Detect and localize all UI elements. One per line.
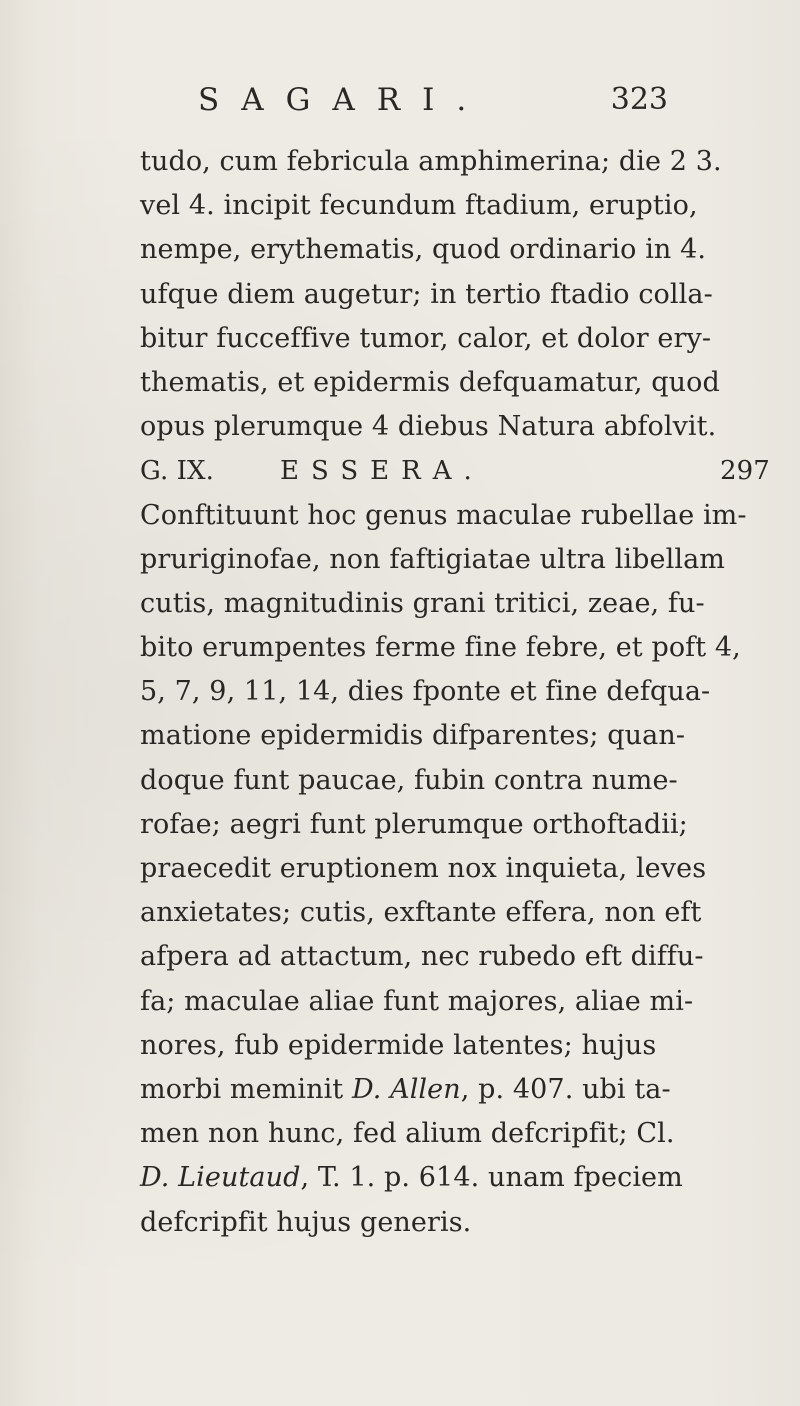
running-head bbox=[198, 82, 668, 122]
section-heading bbox=[140, 449, 770, 493]
body-text bbox=[140, 140, 770, 1245]
text-line: praecedit eruptionem nox inquieta, leves bbox=[140, 853, 707, 884]
text-line: men non hunc, fed alium defcripfit; Cl. bbox=[140, 1118, 675, 1150]
text-line: matione epidermidis difparentes; quan- bbox=[140, 720, 686, 752]
text-line: thematis, et epidermis defquamatur, quod bbox=[140, 366, 720, 398]
text-line: cutis, magnitudinis grani tritici, zeae, fu- bbox=[140, 587, 705, 619]
text-line: tudo, cum febricula amphimerina; die 2 3. bbox=[140, 146, 722, 177]
running-head-title: SAGARI. bbox=[198, 82, 489, 118]
ref-text: , p. 407. ubi ta- bbox=[460, 1073, 671, 1105]
text-line: vel 4. incipit fecundum ftadium, eruptio, bbox=[140, 190, 698, 222]
text-line: nempe, erythematis, quod ordinario in 4. bbox=[140, 234, 707, 266]
text-line: Conftituunt hoc genus maculae rubellae im- bbox=[140, 499, 747, 531]
section-number: G. IX. bbox=[140, 456, 215, 487]
text-line: ufque diem augetur; in tertio ftadio colla- bbox=[140, 278, 713, 310]
reference-line bbox=[140, 1068, 760, 1112]
reference-line bbox=[140, 1156, 760, 1200]
text-line: anxietates; cutis, exftante effera, non eft bbox=[140, 897, 702, 929]
text-line: defcripfit hujus generis. bbox=[140, 1206, 472, 1238]
ref-text: , T. 1. p. 614. unam fpeciem bbox=[300, 1162, 683, 1194]
text-line: nores, fub epidermide latentes; hujus bbox=[140, 1029, 657, 1061]
ref-author: D. Lieutaud bbox=[140, 1162, 301, 1194]
text-line: opus plerumque 4 diebus Natura abfolvit. bbox=[140, 411, 717, 443]
text-line: rofae; aegri funt plerumque orthoftadii; bbox=[140, 808, 688, 840]
page-number: 323 bbox=[610, 82, 668, 117]
text-line: 5, 7, 9, 11, 14, dies fponte et fine defqua- bbox=[140, 676, 711, 708]
ref-author: D. Allen bbox=[351, 1073, 461, 1105]
text-line: doque funt paucae, fubin contra nume- bbox=[140, 764, 678, 796]
text-line: fa; maculae aliae funt majores, aliae mi- bbox=[140, 985, 694, 1017]
text-line: pruriginofae, non faftigiatae ultra libellam bbox=[140, 543, 725, 575]
text-line: bitur fucceffive tumor, calor, et dolor ery- bbox=[140, 322, 712, 354]
section-title: ESSERA. bbox=[280, 456, 484, 487]
text-line: afpera ad attactum, nec rubedo eft diffu- bbox=[140, 941, 704, 973]
margin-number: 297 bbox=[720, 456, 770, 487]
text-line: bito erumpentes ferme fine febre, et poft 4, bbox=[140, 632, 741, 664]
ref-text: morbi meminit bbox=[140, 1073, 352, 1105]
